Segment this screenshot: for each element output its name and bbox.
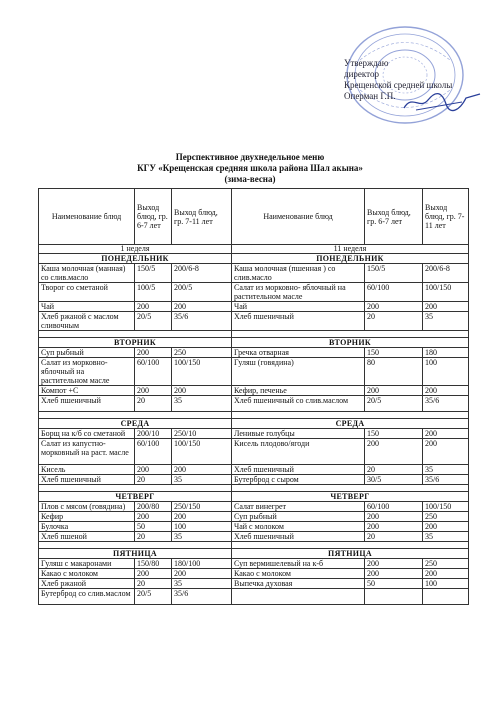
day-separator (39, 542, 469, 549)
week2-yield-7-11-cell: 100 (423, 579, 469, 589)
week1-yield-6-7-cell: 60/100 (135, 358, 172, 386)
week1-yield-7-11-cell: 35 (172, 475, 232, 485)
week2-yield-7-11-cell: 200 (423, 522, 469, 532)
approval-block (344, 58, 452, 102)
title-line-3: (зима-весна) (224, 174, 276, 184)
week1-yield-7-11-cell: 250/10 (172, 429, 232, 439)
separator-cell (232, 412, 469, 419)
week2-yield-7-11-cell: 35 (423, 312, 469, 331)
week1-yield-7-11-cell: 180/100 (172, 559, 232, 569)
table-row (39, 396, 469, 412)
week1-dish-name-cell: Чай (39, 302, 135, 312)
week1-dish-name-cell: Хлеб пшеной (39, 532, 135, 542)
table-row (39, 439, 469, 465)
week2-yield-6-7-cell (365, 589, 423, 605)
week1-dish-name-cell: Гуляш с макаронами (39, 559, 135, 569)
week1-yield-7-11-cell: 200 (172, 465, 232, 475)
week1-yield-6-7-cell: 20/5 (135, 312, 172, 331)
menu-table (38, 188, 469, 605)
week2-yield-6-7-cell: 200 (365, 439, 423, 465)
week-2-label: 11 неделя (232, 245, 469, 254)
separator-cell (232, 542, 469, 549)
week1-yield-7-11-cell: 200 (172, 512, 232, 522)
week2-yield-6-7-cell: 30/5 (365, 475, 423, 485)
week1-yield-6-7-cell: 100/5 (135, 283, 172, 302)
header-dish-name: Наименование блюд (39, 189, 135, 245)
table-row (39, 589, 469, 605)
title-line-2: КГУ «Крещенская средняя школа района Шал акына» (137, 163, 363, 173)
week2-dish-name-cell: Бутерброд с сыром (232, 475, 365, 485)
week2-yield-6-7-cell: 200 (365, 569, 423, 579)
week2-dish-name-cell: Салат винегрет (232, 502, 365, 512)
week-row (39, 245, 469, 254)
table-row (39, 283, 469, 302)
week1-yield-7-11-cell: 100/150 (172, 439, 232, 465)
header-dish-name: Наименование блюд (232, 189, 365, 245)
week2-dish-name-cell: Какао с молоком (232, 569, 365, 579)
week2-dish-name-cell (232, 589, 365, 605)
week1-yield-6-7-cell: 20 (135, 532, 172, 542)
week2-yield-7-11-cell: 200 (423, 569, 469, 579)
week1-dish-name-cell: Кефир (39, 512, 135, 522)
week1-yield-7-11-cell: 35/6 (172, 589, 232, 605)
week2-yield-7-11-cell: 250 (423, 512, 469, 522)
week2-yield-6-7-cell: 200 (365, 512, 423, 522)
document-title (0, 152, 500, 185)
day-label-right: ЧЕТВЕРГ (232, 492, 469, 502)
table-row (39, 312, 469, 331)
week2-yield-7-11-cell (423, 589, 469, 605)
header-yield-7-11: Выход блюд, гр. 7-11 лет (172, 189, 232, 245)
approval-line: Оперман Г.П. (344, 91, 396, 101)
day-label-left: СРЕДА (39, 419, 232, 429)
week1-yield-7-11-cell: 200 (172, 569, 232, 579)
week2-yield-7-11-cell: 35 (423, 532, 469, 542)
week1-yield-6-7-cell: 20 (135, 396, 172, 412)
table-row (39, 522, 469, 532)
table-row (39, 475, 469, 485)
week1-yield-6-7-cell: 150/80 (135, 559, 172, 569)
week1-yield-7-11-cell: 200 (172, 386, 232, 396)
table-row (39, 264, 469, 283)
week2-yield-6-7-cell: 20/5 (365, 396, 423, 412)
week2-yield-6-7-cell: 200 (365, 386, 423, 396)
approval-line: Крещенской средней школы (344, 80, 453, 90)
week1-yield-6-7-cell: 20 (135, 579, 172, 589)
day-separator (39, 485, 469, 492)
day-header-row (39, 254, 469, 264)
week2-yield-6-7-cell: 60/100 (365, 502, 423, 512)
week1-yield-6-7-cell: 50 (135, 522, 172, 532)
week1-yield-6-7-cell: 200 (135, 512, 172, 522)
week2-dish-name-cell: Хлеб пшеничный (232, 532, 365, 542)
week1-dish-name-cell: Какао с молоком (39, 569, 135, 579)
week1-yield-6-7-cell: 200 (135, 348, 172, 358)
week2-yield-6-7-cell: 50 (365, 579, 423, 589)
week2-dish-name-cell: Кисель плодово/ягоди (232, 439, 365, 465)
day-label-right: СРЕДА (232, 419, 469, 429)
day-header-row (39, 549, 469, 559)
week2-dish-name-cell: Салат из морковно- яблочный на растительном масле (232, 283, 365, 302)
week1-yield-6-7-cell: 150/5 (135, 264, 172, 283)
separator-cell (39, 542, 232, 549)
table-row (39, 386, 469, 396)
week2-yield-6-7-cell: 150/5 (365, 264, 423, 283)
week2-yield-7-11-cell: 100/150 (423, 283, 469, 302)
week2-dish-name-cell: Чай с молоком (232, 522, 365, 532)
day-label-right: ПОНЕДЕЛЬНИК (232, 254, 469, 264)
week1-yield-7-11-cell: 35/6 (172, 312, 232, 331)
week1-yield-6-7-cell: 200/10 (135, 429, 172, 439)
day-label-right: ВТОРНИК (232, 338, 469, 348)
day-header-row (39, 492, 469, 502)
week2-yield-6-7-cell: 80 (365, 358, 423, 386)
week1-yield-7-11-cell: 200 (172, 302, 232, 312)
day-header-row (39, 419, 469, 429)
week1-yield-6-7-cell: 200 (135, 386, 172, 396)
week2-dish-name-cell: Суп вермишелевый на к-б (232, 559, 365, 569)
week1-dish-name-cell: Каша молочная (манная) со слив.масло (39, 264, 135, 283)
week1-dish-name-cell: Хлеб ржаной (39, 579, 135, 589)
day-label-right: ПЯТНИЦА (232, 549, 469, 559)
week2-yield-7-11-cell: 100 (423, 358, 469, 386)
week2-yield-6-7-cell: 20 (365, 532, 423, 542)
week1-yield-7-11-cell: 100 (172, 522, 232, 532)
week1-dish-name-cell: Плов с мясом (говядина) (39, 502, 135, 512)
week1-yield-6-7-cell: 20 (135, 475, 172, 485)
day-label-left: ЧЕТВЕРГ (39, 492, 232, 502)
week1-dish-name-cell: Компот +С (39, 386, 135, 396)
week1-yield-7-11-cell: 250/150 (172, 502, 232, 512)
week2-yield-6-7-cell: 150 (365, 348, 423, 358)
week1-dish-name-cell: Творог со сметаной (39, 283, 135, 302)
week1-yield-7-11-cell: 100/150 (172, 358, 232, 386)
week1-dish-name-cell: Кисель (39, 465, 135, 475)
week2-yield-6-7-cell: 20 (365, 465, 423, 475)
week1-dish-name-cell: Суп рыбный (39, 348, 135, 358)
week2-yield-6-7-cell: 60/100 (365, 283, 423, 302)
week2-yield-6-7-cell: 200 (365, 302, 423, 312)
table-row (39, 348, 469, 358)
week2-yield-7-11-cell: 200 (423, 302, 469, 312)
separator-cell (232, 331, 469, 338)
week1-yield-6-7-cell: 60/100 (135, 439, 172, 465)
day-label-left: ВТОРНИК (39, 338, 232, 348)
table-row (39, 532, 469, 542)
header-yield-7-11: Выход блюд, гр. 7-11 лет (423, 189, 469, 245)
week2-dish-name-cell: Гуляш (говядина) (232, 358, 365, 386)
week2-yield-7-11-cell: 180 (423, 348, 469, 358)
week1-dish-name-cell: Хлеб пшеничный (39, 396, 135, 412)
week2-dish-name-cell: Гречка отварная (232, 348, 365, 358)
week2-dish-name-cell: Выпечка духовая (232, 579, 365, 589)
menu-body (39, 254, 469, 605)
week2-dish-name-cell: Суп рыбный (232, 512, 365, 522)
week1-yield-6-7-cell: 200 (135, 465, 172, 475)
table-row (39, 465, 469, 475)
table-row (39, 579, 469, 589)
week2-yield-7-11-cell: 200 (423, 386, 469, 396)
week1-yield-6-7-cell: 20/5 (135, 589, 172, 605)
week1-yield-7-11-cell: 200/5 (172, 283, 232, 302)
week2-yield-7-11-cell: 200/6-8 (423, 264, 469, 283)
week1-yield-7-11-cell: 250 (172, 348, 232, 358)
week-1-label: 1 неделя (39, 245, 232, 254)
table-row (39, 569, 469, 579)
week2-dish-name-cell: Хлеб пшеничный (232, 312, 365, 331)
week2-yield-7-11-cell: 200 (423, 439, 469, 465)
day-header-row (39, 338, 469, 348)
week2-yield-7-11-cell: 35/6 (423, 396, 469, 412)
week1-dish-name-cell: Хлеб ржаной с маслом сливочным (39, 312, 135, 331)
week2-dish-name-cell: Чай (232, 302, 365, 312)
week2-yield-6-7-cell: 200 (365, 522, 423, 532)
week2-dish-name-cell: Ленивые голубцы (232, 429, 365, 439)
table-row (39, 429, 469, 439)
week2-yield-6-7-cell: 20 (365, 312, 423, 331)
week1-yield-6-7-cell: 200 (135, 569, 172, 579)
week1-dish-name-cell: Бутерброд со слив.маслом (39, 589, 135, 605)
week2-yield-7-11-cell: 35/6 (423, 475, 469, 485)
week1-dish-name-cell: Салат из морковно-яблочный на растительном масле (39, 358, 135, 386)
table-row (39, 302, 469, 312)
week1-yield-6-7-cell: 200/80 (135, 502, 172, 512)
table-row (39, 559, 469, 569)
week1-yield-7-11-cell: 200/6-8 (172, 264, 232, 283)
week2-yield-6-7-cell: 200 (365, 559, 423, 569)
week2-yield-7-11-cell: 200 (423, 429, 469, 439)
week1-dish-name-cell: Хлеб пшеничный (39, 475, 135, 485)
approval-line: Утверждаю (344, 58, 389, 68)
separator-cell (39, 412, 232, 419)
header-row (39, 189, 469, 245)
week1-yield-7-11-cell: 35 (172, 579, 232, 589)
week2-yield-7-11-cell: 250 (423, 559, 469, 569)
week1-dish-name-cell: Борщ на к/б со сметаной (39, 429, 135, 439)
week2-yield-6-7-cell: 150 (365, 429, 423, 439)
separator-cell (39, 485, 232, 492)
header-yield-6-7: Выход блюд, гр. 6-7 лет (135, 189, 172, 245)
week2-dish-name-cell: Кефир, печенье (232, 386, 365, 396)
day-label-left: ПЯТНИЦА (39, 549, 232, 559)
separator-cell (232, 485, 469, 492)
week1-yield-7-11-cell: 35 (172, 396, 232, 412)
week2-yield-7-11-cell: 100/150 (423, 502, 469, 512)
week2-yield-7-11-cell: 35 (423, 465, 469, 475)
title-line-1: Перспективное двухнедельное меню (175, 152, 325, 162)
table-row (39, 512, 469, 522)
separator-cell (39, 331, 232, 338)
day-label-left: ПОНЕДЕЛЬНИК (39, 254, 232, 264)
table-row (39, 502, 469, 512)
week2-dish-name-cell: Хлеб пшеничный (232, 465, 365, 475)
day-separator (39, 412, 469, 419)
week2-dish-name-cell: Хлеб пшеничный со слив.маслом (232, 396, 365, 412)
week2-dish-name-cell: Каша молочная (пшенная ) со слив.масло (232, 264, 365, 283)
approval-line: директор (344, 69, 379, 79)
week1-yield-7-11-cell: 35 (172, 532, 232, 542)
week1-yield-6-7-cell: 200 (135, 302, 172, 312)
table-row (39, 358, 469, 386)
day-separator (39, 331, 469, 338)
header-yield-6-7: Выход блюд, гр. 6-7 лет (365, 189, 423, 245)
week1-dish-name-cell: Салат из капустно-морковный на раст. масле (39, 439, 135, 465)
week1-dish-name-cell: Булочка (39, 522, 135, 532)
